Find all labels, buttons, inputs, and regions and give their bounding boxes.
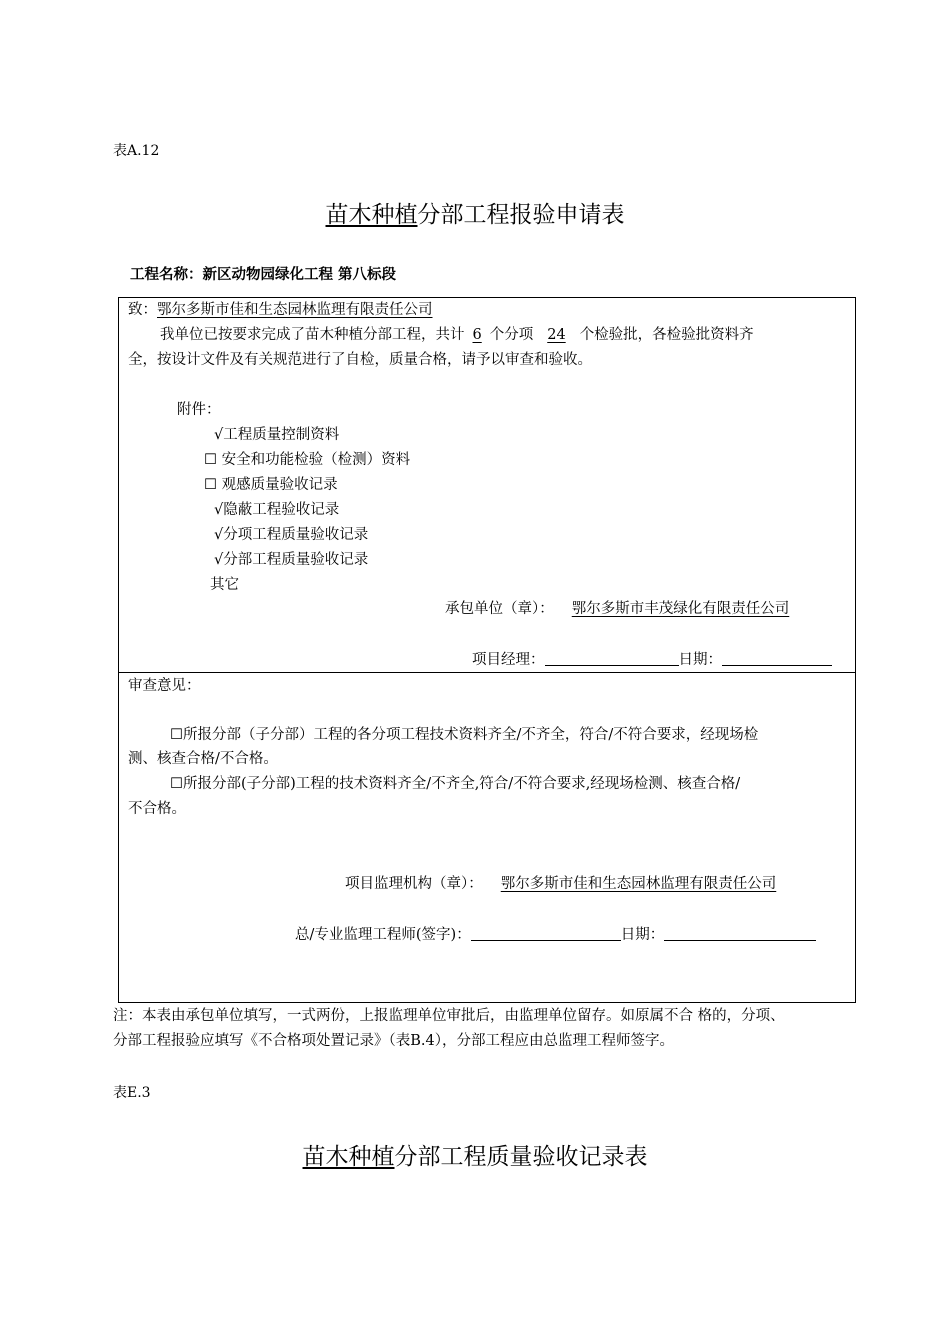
count-subitems: 6 [472,327,482,343]
statement-line-2: 全，按设计文件及有关规范进行了自检，质量合格，请予以审查和验收。 [128,352,592,368]
attachment-label: 观感质量验收记录 [221,477,338,493]
statement-text-b: 个分项 [489,327,534,343]
contractor-label: 承包单位（章）： [445,601,554,617]
attachments-label: 附件： [177,402,221,418]
check-icon: √ [214,527,224,543]
supervisor-org-value: 鄂尔多斯市佳和生态园林监理有限责任公司 [500,876,777,892]
form-note [113,1004,785,1054]
statement-text-c: 个检验批，各检验批资料齐 [579,327,754,343]
pm-label: 项目经理： [472,652,545,668]
attachment-item [214,427,339,444]
pm-signature-blank [545,651,679,666]
attachment-item [214,502,339,519]
title-underlined-part: 苗木种植 [325,202,418,228]
pm-date-blank [722,651,832,666]
form2-code: 表E.3 [113,1085,151,1101]
project-label: 工程名称： [130,267,203,283]
attachment-label: 分部工程质量验收记录 [223,552,369,568]
review-option-1-line-1: ☐所报分部（子分部）工程的各分项工程技术资料齐全/不齐全，符合/不符合要求，经现场检 [170,727,759,743]
checkbox-icon: ☐ [204,477,217,493]
attachment-label: 分项工程质量验收记录 [223,527,369,543]
engineer-line [295,926,816,944]
review-option-2-line-2: 不合格。 [128,801,186,817]
form2-title-underlined-part: 苗木种植 [302,1144,395,1170]
check-icon: √ [214,427,224,443]
supervisor-org-label: 项目监理机构（章）： [345,876,483,892]
project-value: 新区动物园绿化工程 第八标段 [202,267,397,283]
statement-text-a: 我单位已按要求完成了苗木种植分部工程，共计 [160,327,465,343]
section-divider [118,672,856,673]
engineer-label: 总/专业监理工程师(签字)： [295,927,471,943]
addressee-value: 鄂尔多斯市佳和生态园林监理有限责任公司 [157,302,433,318]
check-icon: √ [214,552,224,568]
addressee-line [128,302,433,319]
checkbox-icon: ☐ [204,452,217,468]
review-option-2-line-1: ☐所报分部(子分部)工程的技术资料齐全/不齐全,符合/不符合要求,经现场检测、核查合格/ [170,776,741,792]
contractor-value: 鄂尔多斯市丰茂绿化有限责任公司 [571,601,790,617]
engineer-date-blank [664,926,816,941]
application-form-box [118,297,856,1003]
attachment-item [214,527,368,544]
supervisor-org-line [345,876,792,893]
statement-line-1 [160,327,754,344]
review-label: 审查意见： [128,678,201,694]
other-label: 其它 [210,577,239,593]
form2-title [0,1138,950,1171]
attachment-item [214,552,368,569]
form-code: 表A.12 [113,143,160,159]
note-line-2: 分部工程报验应填写《不合格项处置记录》（表B.4），分部工程应由总监理工程师签字。 [113,1033,674,1049]
pm-date-label: 日期： [678,652,722,668]
count-batches: 24 [547,327,566,343]
attachment-label: 隐蔽工程验收记录 [223,502,340,518]
review-option-1-line-2: 测、核查合格/不合格。 [128,751,278,767]
attachment-item [204,477,338,494]
form2-title-rest: 分部工程质量验收记录表 [394,1144,648,1170]
title-rest: 分部工程报验申请表 [417,202,625,228]
engineer-signature-blank [471,926,621,941]
attachment-label: 工程质量控制资料 [223,427,340,443]
attachment-item [204,452,410,469]
pm-line [472,651,832,669]
contractor-line [445,601,789,618]
page-title [0,196,950,229]
engineer-date-label: 日期： [620,927,665,943]
project-name [130,263,396,284]
note-line-1: 注：本表由承包单位填写，一式两份，上报监理单位审批后，由监理单位留存。如原属不合 格的，分项、 [113,1008,785,1024]
attachment-label: 安全和功能检验（检测）资料 [221,452,411,468]
check-icon: √ [214,502,224,518]
addressee-label: 致： [128,302,157,318]
